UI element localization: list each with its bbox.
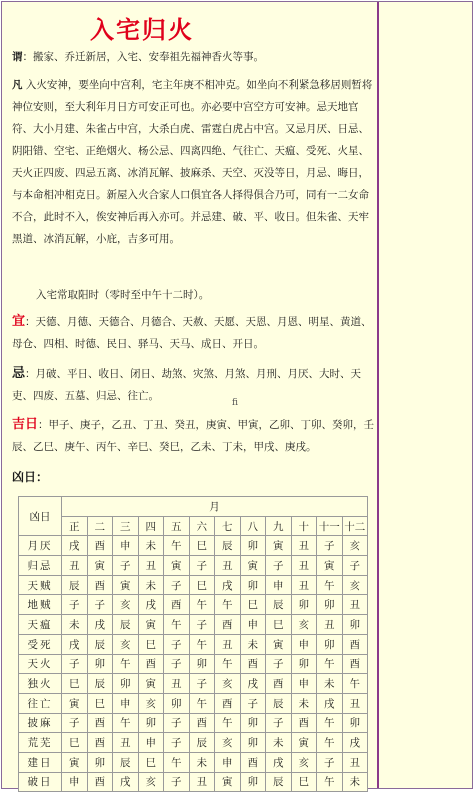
table-cell: 卯 (240, 713, 266, 733)
table-cell: 寅 (240, 556, 266, 576)
month-row (19, 516, 368, 536)
table-cell: 午 (342, 674, 368, 694)
table-cell: 申 (113, 693, 139, 713)
row-name: 荒芜 (19, 733, 62, 753)
table-cell: 卯 (291, 595, 317, 615)
table-cell: 巳 (62, 733, 88, 753)
table-cell: 卯 (189, 654, 215, 674)
table-cell: 酉 (342, 654, 368, 674)
table-cell: 午 (215, 654, 241, 674)
table-cell: 寅 (164, 556, 190, 576)
table-cell: 亥 (215, 674, 241, 694)
table-cell: 丑 (164, 674, 190, 694)
table-cell: 酉 (215, 615, 241, 635)
table-cell: 丑 (215, 634, 241, 654)
table-cell: 卯 (240, 733, 266, 753)
table-cell: 午 (317, 575, 343, 595)
table-cell: 午 (189, 595, 215, 615)
table-cell: 子 (266, 556, 292, 576)
row-name: 地贼 (19, 595, 62, 615)
table-cell: 申 (291, 634, 317, 654)
table-row (19, 772, 368, 792)
table-row (19, 713, 368, 733)
month-cell: 正 (62, 516, 88, 536)
table-cell: 酉 (189, 713, 215, 733)
table-cell: 子 (62, 654, 88, 674)
xiongri-table (18, 496, 368, 792)
table-cell: 未 (291, 693, 317, 713)
jiri-text: ：甲子、庚子，乙丑、丁丑、癸丑，庚寅、甲寅，乙卯、丁卯、癸卯，壬辰、乙巳、庚午、丙午、辛巳、癸巳，乙未、丁未，甲戌、庚戌。 (12, 419, 375, 453)
row-name: 天火 (19, 654, 62, 674)
month-cell: 八 (240, 516, 266, 536)
table-cell: 子 (164, 654, 190, 674)
table-cell: 午 (317, 713, 343, 733)
note-paragraph (12, 284, 400, 306)
table-cell: 卯 (164, 693, 190, 713)
fan-paragraph (12, 74, 376, 250)
table-cell: 未 (138, 536, 164, 556)
table-cell: 巳 (62, 674, 88, 694)
jiri-lead: 吉日 (12, 417, 39, 432)
table-cell: 午 (113, 654, 139, 674)
table-cell: 申 (266, 575, 292, 595)
table-cell: 辰 (266, 693, 292, 713)
month-cell: 十二 (342, 516, 368, 536)
table-cell: 巳 (291, 772, 317, 792)
table-cell: 未 (266, 733, 292, 753)
row-name: 往亡 (19, 693, 62, 713)
table-cell: 巳 (189, 575, 215, 595)
table-cell: 寅 (87, 556, 113, 576)
table-cell: 酉 (87, 772, 113, 792)
month-cell: 五 (164, 516, 190, 536)
table-cell: 亥 (291, 615, 317, 635)
table-cell: 戌 (62, 634, 88, 654)
table-cell: 子 (62, 713, 88, 733)
table-cell: 戌 (113, 772, 139, 792)
table-cell: 丑 (342, 693, 368, 713)
table-header-row (19, 497, 368, 517)
document-page (1, 1, 473, 789)
table-cell: 亥 (291, 752, 317, 772)
table-cell: 丑 (291, 556, 317, 576)
table-cell: 子 (189, 615, 215, 635)
month-header: 月 (62, 497, 368, 517)
table-cell: 寅 (138, 615, 164, 635)
row-name: 归忌 (19, 556, 62, 576)
table-cell: 卯 (240, 536, 266, 556)
table-cell: 戌 (138, 595, 164, 615)
table-cell: 丑 (215, 556, 241, 576)
table-cell: 午 (317, 733, 343, 753)
row-name: 月厌 (19, 536, 62, 556)
table-cell: 申 (138, 733, 164, 753)
table-cell: 戌 (266, 752, 292, 772)
table-cell: 午 (113, 713, 139, 733)
fan-text: 入火安神，要坐向中宫利，宅主年庚不相冲克。如坐向不利紧急移居则暂将神位安则，至大利年月日方可安正可也。亦必要中宫空方可安神。忌天地官符、大小月建、朱雀占中宫，大杀白虎、雷霆白虎占中宫。又忌月厌、日忌、阴阳错、空宅、正绝烟火、杨公忌、四离四绝、气往亡、天瘟、受死、火星、天火正四废、四忌五离、冰消瓦解、披麻杀、天空、灭没等日，月忌、晦日，与本命相冲相克日。新屋入火合家人口俱宜各人择得俱合乃可，同有一二女命不合，此时不入，俟安神后再入亦可。并忌建、破、平、收日。但朱雀、天牢黑道、冰消瓦解，小庇，吉多可用。 (12, 79, 373, 245)
table-cell: 午 (215, 713, 241, 733)
table-cell: 卯 (291, 654, 317, 674)
table-row (19, 752, 368, 772)
table-cell: 寅 (62, 693, 88, 713)
table-cell: 酉 (240, 654, 266, 674)
table-cell: 寅 (215, 772, 241, 792)
row-name: 建日 (19, 752, 62, 772)
table-cell: 酉 (240, 752, 266, 772)
table-cell: 酉 (215, 693, 241, 713)
row-name: 独火 (19, 674, 62, 694)
table-cell: 子 (189, 556, 215, 576)
row-name: 破日 (19, 772, 62, 792)
table-row (19, 615, 368, 635)
table-cell: 午 (189, 634, 215, 654)
table-cell: 巳 (189, 536, 215, 556)
table-cell: 亥 (342, 575, 368, 595)
row-name: 天瘟 (19, 615, 62, 635)
table-cell: 戌 (87, 615, 113, 635)
table-cell: 丑 (62, 556, 88, 576)
table-cell: 丑 (189, 772, 215, 792)
table-cell: 卯 (87, 654, 113, 674)
table-cell: 寅 (113, 575, 139, 595)
table-cell: 午 (189, 693, 215, 713)
table-cell: 子 (62, 595, 88, 615)
yi-lead: 宜 (12, 314, 26, 329)
table-cell: 未 (342, 772, 368, 792)
table-row (19, 733, 368, 753)
table-cell: 戌 (62, 536, 88, 556)
table-cell: 辰 (113, 615, 139, 635)
xiongri-heading: 凶日： (12, 470, 49, 484)
table-cell: 子 (342, 556, 368, 576)
intro-text: ：搬家、乔迁新居，入宅、安奉祖先福神香火等事。 (22, 51, 264, 63)
table-cell: 子 (164, 634, 190, 654)
table-cell: 巳 (266, 615, 292, 635)
stray-mark: ﬁ (232, 398, 239, 408)
table-cell: 午 (317, 654, 343, 674)
table-cell: 亥 (215, 733, 241, 753)
note-text: 入宅常取阳时（零时至中午十二时）。 (36, 289, 210, 301)
table-cell: 申 (62, 772, 88, 792)
margin-divider (377, 2, 379, 788)
table-cell: 丑 (342, 595, 368, 615)
table-cell: 戌 (215, 575, 241, 595)
table-cell: 子 (266, 654, 292, 674)
table-cell: 未 (240, 634, 266, 654)
table-cell: 辰 (87, 634, 113, 654)
table-body (19, 536, 368, 792)
month-cell: 十一 (317, 516, 343, 536)
table-cell: 丑 (317, 615, 343, 635)
ji-lead: 忌 (12, 366, 26, 381)
table-cell: 卯 (87, 752, 113, 772)
yi-text: ：天德、月德、天德合、月德合、天赦、天愿、天恩、月恩、明星、黄道、母仓、四相、时德、民日、驿马、天马、成日、开日。 (12, 316, 372, 350)
table-cell: 丑 (113, 733, 139, 753)
month-cell: 十 (291, 516, 317, 536)
table-cell: 未 (317, 674, 343, 694)
table-cell: 酉 (87, 733, 113, 753)
table-cell: 午 (164, 615, 190, 635)
table-cell: 丑 (291, 575, 317, 595)
table-row (19, 575, 368, 595)
table-cell: 申 (240, 615, 266, 635)
table-cell: 寅 (317, 556, 343, 576)
table-cell: 寅 (266, 634, 292, 654)
table-cell: 辰 (215, 536, 241, 556)
yi-paragraph (12, 311, 376, 355)
table-cell: 巳 (138, 634, 164, 654)
table-cell: 卯 (113, 674, 139, 694)
table-cell: 子 (164, 733, 190, 753)
table-cell: 酉 (138, 654, 164, 674)
table-cell: 寅 (62, 752, 88, 772)
table-row (19, 674, 368, 694)
table-row (19, 654, 368, 674)
table-cell: 丑 (342, 752, 368, 772)
table-cell: 卯 (317, 595, 343, 615)
table-row (19, 634, 368, 654)
table-cell: 酉 (342, 634, 368, 654)
table-cell: 子 (164, 575, 190, 595)
table-cell: 卯 (342, 615, 368, 635)
table-cell: 卯 (138, 713, 164, 733)
table-cell: 酉 (291, 713, 317, 733)
table-cell: 亥 (342, 536, 368, 556)
table-cell: 卯 (317, 634, 343, 654)
table-cell: 子 (317, 752, 343, 772)
table-cell: 寅 (266, 536, 292, 556)
table-cell: 亥 (113, 634, 139, 654)
row-name: 披麻 (19, 713, 62, 733)
table-cell: 午 (317, 772, 343, 792)
table-cell: 申 (215, 752, 241, 772)
table-cell: 申 (291, 674, 317, 694)
table-cell: 巳 (138, 752, 164, 772)
table-row (19, 595, 368, 615)
table-cell: 戌 (317, 693, 343, 713)
table-cell: 辰 (62, 575, 88, 595)
table-cell: 子 (317, 536, 343, 556)
table-cell: 子 (113, 556, 139, 576)
month-cell: 六 (189, 516, 215, 536)
table-cell: 巳 (87, 693, 113, 713)
table-row (19, 693, 368, 713)
table-cell: 酉 (87, 575, 113, 595)
table-cell: 子 (87, 595, 113, 615)
ji-paragraph (12, 363, 376, 407)
table-cell: 申 (113, 536, 139, 556)
intro-lead: 谓 (12, 51, 23, 63)
table-cell: 子 (189, 674, 215, 694)
table-cell: 未 (189, 752, 215, 772)
table-cell: 寅 (291, 733, 317, 753)
table-cell: 巳 (240, 595, 266, 615)
table-cell: 辰 (189, 733, 215, 753)
intro-paragraph (12, 46, 376, 68)
row-name: 受死 (19, 634, 62, 654)
table-cell: 午 (164, 536, 190, 556)
table-cell: 卯 (240, 772, 266, 792)
jiri-paragraph (12, 414, 376, 458)
table-cell: 戌 (342, 733, 368, 753)
table-cell: 未 (138, 575, 164, 595)
table-cell: 未 (62, 615, 88, 635)
table-cell: 子 (164, 713, 190, 733)
fan-lead: 凡 (12, 79, 23, 91)
table-cell: 丑 (138, 556, 164, 576)
table-row (19, 556, 368, 576)
table-cell: 午 (164, 752, 190, 772)
table-cell: 辰 (113, 752, 139, 772)
month-cell: 九 (266, 516, 292, 536)
table-cell: 子 (164, 772, 190, 792)
month-cell: 七 (215, 516, 241, 536)
table-cell: 戌 (240, 674, 266, 694)
table-cell: 酉 (87, 536, 113, 556)
page-title: 入宅归火 (90, 15, 194, 44)
table-corner: 凶日 (19, 497, 62, 536)
table-cell: 亥 (138, 693, 164, 713)
table-cell: 酉 (164, 595, 190, 615)
table-cell: 辰 (266, 595, 292, 615)
month-cell: 二 (87, 516, 113, 536)
table-cell: 酉 (87, 713, 113, 733)
table-row (19, 536, 368, 556)
table-cell: 亥 (113, 595, 139, 615)
table-cell: 卯 (342, 713, 368, 733)
table-cell: 辰 (266, 772, 292, 792)
month-cell: 四 (138, 516, 164, 536)
table-cell: 辰 (87, 674, 113, 694)
table-cell: 亥 (138, 772, 164, 792)
table-cell: 丑 (291, 536, 317, 556)
month-cell: 三 (113, 516, 139, 536)
table-cell: 卯 (240, 575, 266, 595)
table-cell: 子 (266, 713, 292, 733)
table-cell: 酉 (266, 674, 292, 694)
row-name: 天贼 (19, 575, 62, 595)
table-cell: 午 (215, 595, 241, 615)
table-cell: 寅 (138, 674, 164, 694)
ji-text: ：月破、平日、收日、闭日、劫煞、灾煞、月煞、月刑、月厌、大时、天吏、四废、五墓、归忌、往亡。 (12, 368, 362, 402)
table-cell: 子 (240, 693, 266, 713)
